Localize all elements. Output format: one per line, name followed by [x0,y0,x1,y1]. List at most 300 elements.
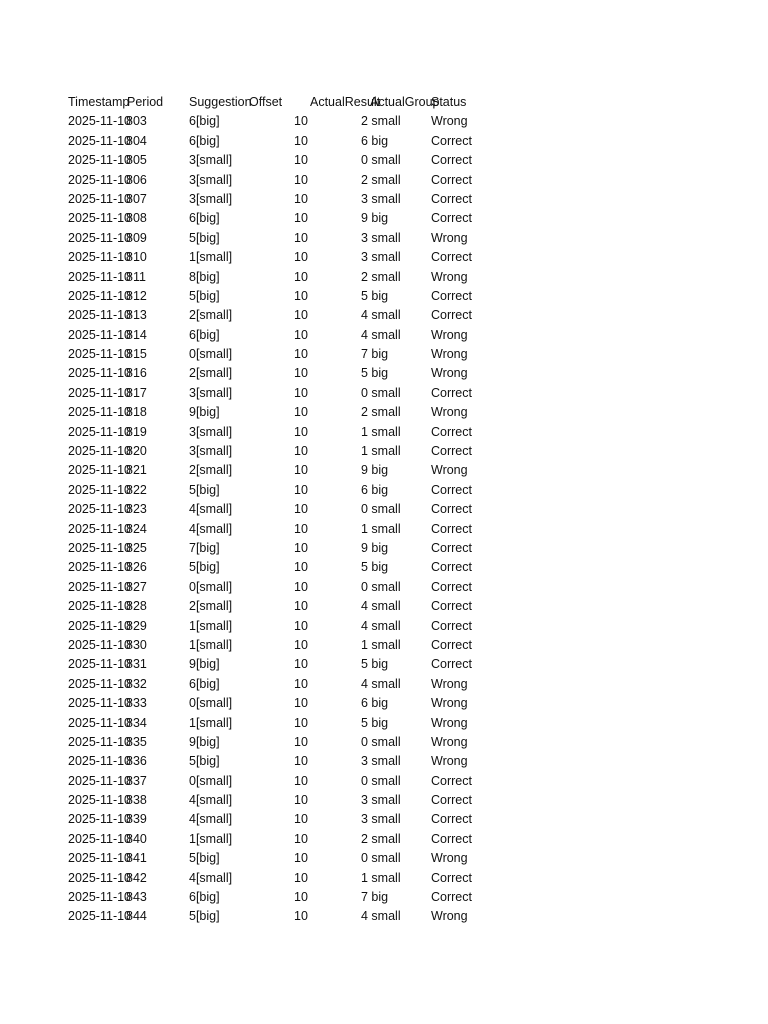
header-cell-actual-group[interactable]: ActualGroup [370,95,440,109]
table-row [68,733,488,752]
suggestion-cell[interactable]: 6[big] [189,211,220,226]
table-row [68,772,488,791]
offset-cell[interactable]: 10 [294,754,308,769]
timestamp-cell[interactable]: 2025-11-10 [68,288,132,303]
offset-cell[interactable]: 10 [294,133,308,148]
table-row [68,151,488,170]
status-cell[interactable]: Wrong [431,715,468,730]
suggestion-cell[interactable]: 5[big] [189,851,220,866]
status-cell[interactable]: Correct [431,618,472,633]
period-cell[interactable]: 837 [126,773,147,788]
table-row [68,461,488,480]
period-cell[interactable]: 817 [126,385,147,400]
suggestion-cell[interactable]: 6[big] [189,676,220,691]
suggestion-cell[interactable]: 9[big] [189,734,220,749]
suggestion-cell[interactable]: 2[small] [189,463,233,478]
table-row [68,597,488,616]
period-cell[interactable]: 812 [126,288,147,303]
period-cell[interactable]: 838 [126,793,147,808]
actual-result-cell[interactable]: 0 small [361,153,401,168]
status-cell[interactable]: Correct [431,502,472,517]
period-cell[interactable]: 834 [126,715,147,730]
suggestion-cell[interactable]: 5[big] [189,482,220,497]
offset-cell[interactable]: 10 [294,502,308,517]
table-body [68,112,488,926]
timestamp-cell[interactable]: 2025-11-10 [68,482,132,497]
status-cell[interactable]: Correct [431,637,472,652]
table-row [68,907,488,926]
period-cell[interactable]: 818 [126,405,147,420]
offset-cell[interactable]: 10 [294,385,308,400]
timestamp-cell[interactable]: 2025-11-10 [68,502,132,517]
timestamp-cell[interactable]: 2025-11-10 [68,114,132,129]
actual-result-cell[interactable]: 2 small [361,114,401,129]
timestamp-cell[interactable]: 2025-11-10 [68,191,132,206]
header-cell-actual-result[interactable]: ActualResult [310,95,381,109]
table-row [68,229,488,248]
actual-result-cell[interactable]: 2 small [361,269,401,284]
timestamp-cell[interactable]: 2025-11-10 [68,657,132,672]
period-cell[interactable]: 821 [126,463,147,478]
timestamp-cell[interactable]: 2025-11-10 [68,831,132,846]
status-cell[interactable]: Correct [431,890,472,905]
suggestion-cell[interactable]: 1[small] [189,618,233,633]
header-cell-status[interactable]: Status [431,95,467,109]
period-cell[interactable]: 811 [126,269,146,284]
offset-cell[interactable]: 10 [294,153,308,168]
timestamp-cell[interactable]: 2025-11-10 [68,211,132,226]
table-row [68,287,488,306]
offset-cell[interactable]: 10 [294,230,308,245]
suggestion-cell[interactable]: 5[big] [189,288,220,303]
offset-cell[interactable]: 10 [294,308,308,323]
period-cell[interactable]: 803 [126,114,147,129]
timestamp-cell[interactable]: 2025-11-10 [68,153,132,168]
suggestion-cell[interactable]: 1[small] [189,250,233,265]
header-cell-suggestion[interactable]: Suggestion [189,95,252,109]
actual-result-cell[interactable]: 4 small [361,676,401,691]
actual-result-cell[interactable]: 3 small [361,191,401,206]
timestamp-cell[interactable]: 2025-11-10 [68,812,132,827]
suggestion-cell[interactable]: 7[big] [189,540,220,555]
status-cell[interactable]: Wrong [431,754,468,769]
table-row [68,248,488,267]
period-cell[interactable]: 825 [126,540,147,555]
table-row [68,869,488,888]
actual-result-cell[interactable]: 5 big [361,715,389,730]
suggestion-cell[interactable]: 0[small] [189,773,233,788]
offset-cell[interactable]: 10 [294,172,308,187]
offset-cell[interactable]: 10 [294,676,308,691]
table-row [68,326,488,345]
offset-cell[interactable]: 10 [294,540,308,555]
status-cell[interactable]: Correct [431,444,472,459]
offset-cell[interactable]: 10 [294,637,308,652]
table-row [68,423,488,442]
table-row [68,791,488,810]
suggestion-cell[interactable]: 3[small] [189,191,233,206]
suggestion-cell[interactable]: 4[small] [189,793,233,808]
period-cell[interactable]: 809 [126,230,147,245]
status-cell[interactable]: Correct [431,599,472,614]
period-cell[interactable]: 827 [126,579,147,594]
actual-result-cell[interactable]: 3 small [361,250,401,265]
timestamp-cell[interactable]: 2025-11-10 [68,696,132,711]
actual-result-cell[interactable]: 5 big [361,560,389,575]
status-cell[interactable]: Correct [431,870,472,885]
offset-cell[interactable]: 10 [294,715,308,730]
suggestion-cell[interactable]: 2[small] [189,366,233,381]
offset-cell[interactable]: 10 [294,424,308,439]
table-row [68,694,488,713]
suggestion-cell[interactable]: 4[small] [189,502,233,517]
timestamp-cell[interactable]: 2025-11-10 [68,676,132,691]
status-cell[interactable]: Correct [431,812,472,827]
actual-result-cell[interactable]: 0 small [361,773,401,788]
actual-result-cell[interactable]: 1 small [361,521,401,536]
table-row [68,132,488,151]
period-cell[interactable]: 836 [126,754,147,769]
status-cell[interactable]: Correct [431,521,472,536]
table-row [68,364,488,383]
actual-result-cell[interactable]: 0 small [361,579,401,594]
actual-result-cell[interactable]: 0 small [361,502,401,517]
period-cell[interactable]: 806 [126,172,147,187]
offset-cell[interactable]: 10 [294,909,308,924]
actual-result-cell[interactable]: 2 small [361,831,401,846]
timestamp-cell[interactable]: 2025-11-10 [68,366,132,381]
suggestion-cell[interactable]: 0[small] [189,696,233,711]
suggestion-cell[interactable]: 1[small] [189,637,233,652]
timestamp-cell[interactable]: 2025-11-10 [68,444,132,459]
header-row [68,93,488,112]
table-row [68,888,488,907]
status-cell[interactable]: Correct [431,385,472,400]
offset-cell[interactable]: 10 [294,444,308,459]
status-cell[interactable]: Wrong [431,366,468,381]
table-row [68,268,488,287]
status-cell[interactable]: Correct [431,579,472,594]
status-cell[interactable]: Correct [431,424,472,439]
actual-result-cell[interactable]: 0 small [361,851,401,866]
period-cell[interactable]: 843 [126,890,147,905]
period-cell[interactable]: 832 [126,676,147,691]
timestamp-cell[interactable]: 2025-11-10 [68,793,132,808]
suggestion-cell[interactable]: 6[big] [189,890,220,905]
status-cell[interactable]: Correct [431,133,472,148]
timestamp-cell[interactable]: 2025-11-10 [68,521,132,536]
timestamp-cell[interactable]: 2025-11-10 [68,250,132,265]
offset-cell[interactable]: 10 [294,482,308,497]
offset-cell[interactable]: 10 [294,734,308,749]
status-cell[interactable]: Wrong [431,269,468,284]
actual-result-cell[interactable]: 3 small [361,812,401,827]
offset-cell[interactable]: 10 [294,890,308,905]
timestamp-cell[interactable]: 2025-11-10 [68,734,132,749]
offset-cell[interactable]: 10 [294,793,308,808]
status-cell[interactable]: Correct [431,540,472,555]
timestamp-cell[interactable]: 2025-11-10 [68,890,132,905]
actual-result-cell[interactable]: 4 small [361,308,401,323]
actual-result-cell[interactable]: 3 small [361,230,401,245]
suggestion-cell[interactable]: 1[small] [189,831,233,846]
table-row [68,442,488,461]
timestamp-cell[interactable]: 2025-11-10 [68,347,132,362]
period-cell[interactable]: 816 [126,366,147,381]
status-cell[interactable]: Correct [431,773,472,788]
period-cell[interactable]: 815 [126,347,147,362]
actual-result-cell[interactable]: 1 small [361,444,401,459]
timestamp-cell[interactable]: 2025-11-10 [68,579,132,594]
timestamp-cell[interactable]: 2025-11-10 [68,405,132,420]
offset-cell[interactable]: 10 [294,851,308,866]
status-cell[interactable]: Correct [431,153,472,168]
table-row [68,636,488,655]
period-cell[interactable]: 829 [126,618,147,633]
offset-cell[interactable]: 10 [294,812,308,827]
suggestion-cell[interactable]: 9[big] [189,657,220,672]
offset-cell[interactable]: 10 [294,560,308,575]
suggestion-cell[interactable]: 5[big] [189,560,220,575]
period-cell[interactable]: 831 [126,657,147,672]
offset-cell[interactable]: 10 [294,269,308,284]
table-row [68,558,488,577]
table-row [68,752,488,771]
offset-cell[interactable]: 10 [294,191,308,206]
suggestion-cell[interactable]: 6[big] [189,327,220,342]
timestamp-cell[interactable]: 2025-11-10 [68,618,132,633]
offset-cell[interactable]: 10 [294,696,308,711]
timestamp-cell[interactable]: 2025-11-10 [68,308,132,323]
offset-cell[interactable]: 10 [294,870,308,885]
period-cell[interactable]: 823 [126,502,147,517]
timestamp-cell[interactable]: 2025-11-10 [68,133,132,148]
period-cell[interactable]: 841 [126,851,147,866]
timestamp-cell[interactable]: 2025-11-10 [68,327,132,342]
timestamp-cell[interactable]: 2025-11-10 [68,230,132,245]
offset-cell[interactable]: 10 [294,211,308,226]
suggestion-cell[interactable]: 2[small] [189,599,233,614]
offset-cell[interactable]: 10 [294,463,308,478]
period-cell[interactable]: 805 [126,153,147,168]
actual-result-cell[interactable]: 5 big [361,288,389,303]
status-cell[interactable]: Correct [431,308,472,323]
header-cell-timestamp[interactable]: Timestamp [68,95,130,109]
table-row [68,849,488,868]
actual-result-cell[interactable]: 9 big [361,463,389,478]
actual-result-cell[interactable]: 1 small [361,870,401,885]
timestamp-cell[interactable]: 2025-11-10 [68,424,132,439]
timestamp-cell[interactable]: 2025-11-10 [68,599,132,614]
period-cell[interactable]: 833 [126,696,147,711]
status-cell[interactable]: Wrong [431,851,468,866]
offset-cell[interactable]: 10 [294,327,308,342]
actual-result-cell[interactable]: 2 small [361,405,401,420]
actual-result-cell[interactable]: 4 small [361,618,401,633]
suggestion-cell[interactable]: 4[small] [189,812,233,827]
actual-result-cell[interactable]: 3 small [361,754,401,769]
actual-result-cell[interactable]: 3 small [361,793,401,808]
offset-cell[interactable]: 10 [294,521,308,536]
timestamp-cell[interactable]: 2025-11-10 [68,172,132,187]
status-cell[interactable]: Wrong [431,230,468,245]
status-cell[interactable]: Wrong [431,696,468,711]
period-cell[interactable]: 839 [126,812,147,827]
suggestion-cell[interactable]: 4[small] [189,870,233,885]
period-cell[interactable]: 822 [126,482,147,497]
suggestion-cell[interactable]: 6[big] [189,114,220,129]
timestamp-cell[interactable]: 2025-11-10 [68,463,132,478]
table-row [68,830,488,849]
table-row [68,617,488,636]
offset-cell[interactable]: 10 [294,347,308,362]
actual-result-cell[interactable]: 4 small [361,327,401,342]
table-row [68,539,488,558]
status-cell[interactable]: Wrong [431,347,468,362]
suggestion-cell[interactable]: 3[small] [189,385,233,400]
timestamp-cell[interactable]: 2025-11-10 [68,715,132,730]
offset-cell[interactable]: 10 [294,405,308,420]
status-cell[interactable]: Wrong [431,327,468,342]
header-cell-period[interactable]: Period [127,95,164,109]
timestamp-cell[interactable]: 2025-11-10 [68,637,132,652]
table-row [68,171,488,190]
period-cell[interactable]: 840 [126,831,147,846]
actual-result-cell[interactable]: 6 big [361,696,389,711]
suggestion-cell[interactable]: 5[big] [189,754,220,769]
offset-cell[interactable]: 10 [294,366,308,381]
table-row [68,714,488,733]
status-cell[interactable]: Correct [431,482,472,497]
period-cell[interactable]: 804 [126,133,147,148]
suggestion-cell[interactable]: 3[small] [189,424,233,439]
actual-result-cell[interactable]: 4 small [361,909,401,924]
status-cell[interactable]: Correct [431,250,472,265]
actual-result-cell[interactable]: 5 big [361,657,389,672]
actual-result-cell[interactable]: 2 small [361,172,401,187]
period-cell[interactable]: 828 [126,599,147,614]
offset-cell[interactable]: 10 [294,288,308,303]
suggestion-cell[interactable]: 6[big] [189,133,220,148]
status-cell[interactable]: Wrong [431,463,468,478]
suggestion-cell[interactable]: 5[big] [189,909,220,924]
status-cell[interactable]: Correct [431,172,472,187]
timestamp-cell[interactable]: 2025-11-10 [68,560,132,575]
status-cell[interactable]: Wrong [431,734,468,749]
actual-result-cell[interactable]: 1 small [361,424,401,439]
period-cell[interactable]: 808 [126,211,147,226]
status-cell[interactable]: Correct [431,211,472,226]
actual-result-cell[interactable]: 9 big [361,540,389,555]
period-cell[interactable]: 824 [126,521,147,536]
table-row [68,403,488,422]
period-cell[interactable]: 819 [126,424,147,439]
suggestion-cell[interactable]: 1[small] [189,715,233,730]
timestamp-cell[interactable]: 2025-11-10 [68,269,132,284]
status-cell[interactable]: Correct [431,288,472,303]
table-row [68,481,488,500]
period-cell[interactable]: 835 [126,734,147,749]
period-cell[interactable]: 844 [126,909,147,924]
suggestion-cell[interactable]: 0[small] [189,347,233,362]
table-row [68,520,488,539]
status-cell[interactable]: Correct [431,657,472,672]
offset-cell[interactable]: 10 [294,618,308,633]
period-cell[interactable]: 810 [126,250,147,265]
offset-cell[interactable]: 10 [294,657,308,672]
period-cell[interactable]: 820 [126,444,147,459]
spreadsheet-table [68,93,488,927]
actual-result-cell[interactable]: 4 small [361,599,401,614]
offset-cell[interactable]: 10 [294,831,308,846]
table-row [68,209,488,228]
period-cell[interactable]: 813 [126,308,147,323]
actual-result-cell[interactable]: 6 big [361,482,389,497]
table-row [68,500,488,519]
period-cell[interactable]: 807 [126,191,147,206]
timestamp-cell[interactable]: 2025-11-10 [68,909,132,924]
status-cell[interactable]: Correct [431,191,472,206]
suggestion-cell[interactable]: 9[big] [189,405,220,420]
actual-result-cell[interactable]: 6 big [361,133,389,148]
period-cell[interactable]: 842 [126,870,147,885]
suggestion-cell[interactable]: 8[big] [189,269,220,284]
period-cell[interactable]: 826 [126,560,147,575]
actual-result-cell[interactable]: 0 small [361,385,401,400]
status-cell[interactable]: Correct [431,831,472,846]
actual-result-cell[interactable]: 0 small [361,734,401,749]
status-cell[interactable]: Wrong [431,909,468,924]
suggestion-cell[interactable]: 2[small] [189,308,233,323]
table-row [68,190,488,209]
table-row [68,112,488,131]
period-cell[interactable]: 814 [126,327,147,342]
timestamp-cell[interactable]: 2025-11-10 [68,870,132,885]
suggestion-cell[interactable]: 3[small] [189,172,233,187]
actual-result-cell[interactable]: 9 big [361,211,389,226]
suggestion-cell[interactable]: 3[small] [189,444,233,459]
suggestion-cell[interactable]: 0[small] [189,579,233,594]
actual-result-cell[interactable]: 7 big [361,347,389,362]
header-cell-offset[interactable]: Offset [249,95,283,109]
timestamp-cell[interactable]: 2025-11-10 [68,851,132,866]
status-cell[interactable]: Correct [431,793,472,808]
offset-cell[interactable]: 10 [294,773,308,788]
period-cell[interactable]: 830 [126,637,147,652]
status-cell[interactable]: Correct [431,560,472,575]
timestamp-cell[interactable]: 2025-11-10 [68,540,132,555]
offset-cell[interactable]: 10 [294,599,308,614]
actual-result-cell[interactable]: 1 small [361,637,401,652]
actual-result-cell[interactable]: 7 big [361,890,389,905]
status-cell[interactable]: Wrong [431,676,468,691]
table-row [68,675,488,694]
timestamp-cell[interactable]: 2025-11-10 [68,385,132,400]
timestamp-cell[interactable]: 2025-11-10 [68,754,132,769]
offset-cell[interactable]: 10 [294,579,308,594]
actual-result-cell[interactable]: 5 big [361,366,389,381]
suggestion-cell[interactable]: 5[big] [189,230,220,245]
status-cell[interactable]: Wrong [431,405,468,420]
table-row [68,345,488,364]
suggestion-cell[interactable]: 4[small] [189,521,233,536]
suggestion-cell[interactable]: 3[small] [189,153,233,168]
status-cell[interactable]: Wrong [431,114,468,129]
offset-cell[interactable]: 10 [294,250,308,265]
timestamp-cell[interactable]: 2025-11-10 [68,773,132,788]
offset-cell[interactable]: 10 [294,114,308,129]
table-row [68,578,488,597]
